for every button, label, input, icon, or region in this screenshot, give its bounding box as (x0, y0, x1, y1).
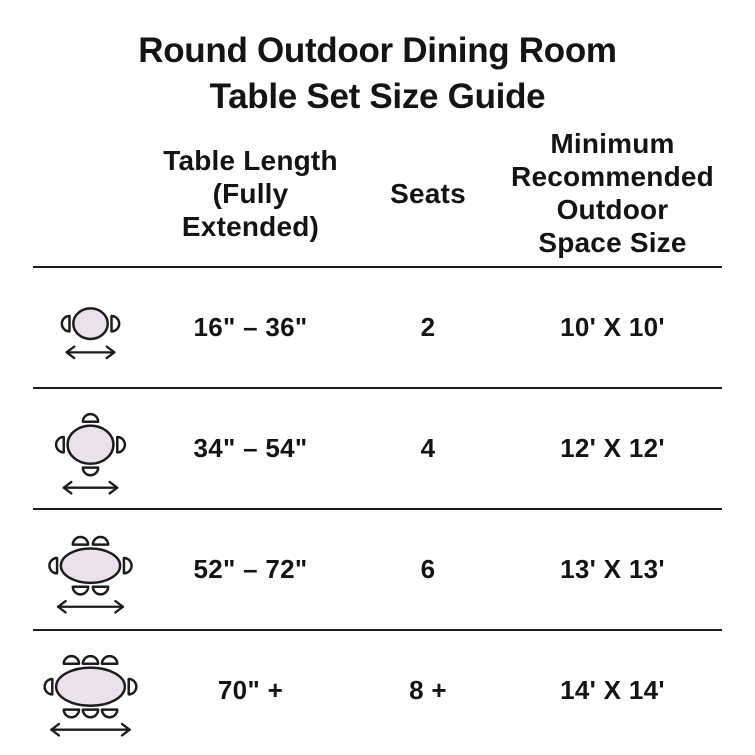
seats-value: 4 (420, 433, 436, 464)
row-icon-cell (33, 389, 148, 508)
header-line: Outdoor (556, 194, 669, 226)
seats-value: 2 (420, 312, 436, 343)
size-row-6-seats (33, 510, 722, 631)
min-space-value: 14' X 14' (560, 675, 665, 706)
header-line: Seats (390, 177, 466, 209)
oval-table-top-view-6-chairs-icon (34, 516, 147, 623)
size-row-2-seats (33, 268, 722, 389)
column-header-seats (353, 177, 503, 210)
page-title: Round Outdoor Dining Room Table Set Size Guide (138, 31, 617, 117)
table-length-value: 34" – 54" (193, 433, 308, 464)
min-space-value: 12' X 12' (560, 433, 665, 464)
min-space-value: 13' X 13' (560, 554, 665, 585)
size-row-4-seats (33, 389, 722, 510)
table-length-value: 52" – 72" (193, 554, 308, 585)
row-icon-cell (33, 268, 148, 387)
header-icon-spacer (33, 120, 148, 266)
size-guide-table (33, 120, 722, 750)
header-line: Space Size (538, 227, 687, 259)
header-line: Recommended (511, 161, 714, 193)
row-icon-cell (33, 631, 148, 750)
header-line: (Fully Extended) (181, 177, 320, 242)
column-header-table-length (148, 144, 353, 243)
size-row-8-seats (33, 631, 722, 750)
round-table-top-view-4-chairs-icon (34, 395, 147, 502)
table-length-value: 70" + (217, 675, 284, 706)
seats-value: 6 (420, 554, 436, 585)
seats-value: 8 + (409, 675, 447, 706)
table-length-value: 16" – 36" (193, 312, 308, 343)
row-icon-cell (33, 510, 148, 629)
round-table-top-view-2-chairs-icon (34, 274, 147, 381)
table-header-row (33, 120, 722, 268)
header-line: Table Length (163, 144, 338, 176)
column-header-min-space (503, 127, 722, 259)
min-space-value: 10' X 10' (560, 312, 665, 343)
oval-table-top-view-8-chairs-icon (34, 637, 147, 744)
header-line: Minimum (550, 128, 675, 160)
